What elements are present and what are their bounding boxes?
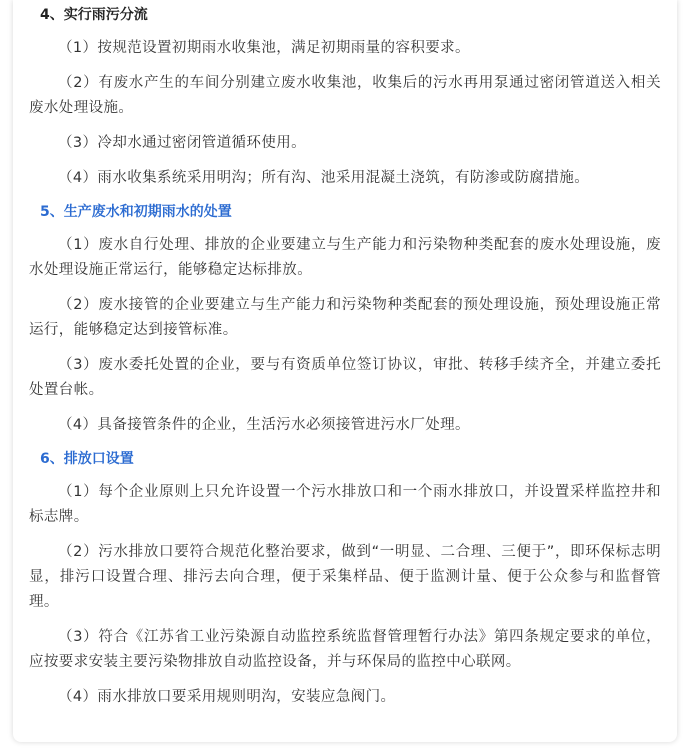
section-4-item-3: （3）冷却水通过密闭管道循环使用。 <box>58 135 307 151</box>
section-5-heading: 5、生产废水和初期雨水的处置 <box>40 204 232 220</box>
section-6-item-3: （3）符合《江苏省工业污染源自动监控系统监督管理暂行办法》第四条规定要求的单位，应按要求安装主要污染物排放自动监控设备，并与环保局的监控中心联网。 <box>29 629 661 670</box>
section-5-item-2: （2）废水接管的企业要建立与生产能力和污染物种类配套的预处理设施，预处理设施正常运行，能够稳定达到接管标准。 <box>29 297 661 338</box>
section-6-item-4: （4）雨水排放口要采用规则明沟，安装应急阀门。 <box>58 689 396 705</box>
section-6-item-1: （1）每个企业原则上只允许设置一个污水排放口和一个雨水排放口，并设置采样监控井和标志牌。 <box>29 484 661 525</box>
section-5-item-1: （1）废水自行处理、排放的企业要建立与生产能力和污染物种类配套的废水处理设施，废水处理设施正常运行，能够稳定达标排放。 <box>29 237 661 278</box>
section-4-heading: 4、实行雨污分流 <box>40 7 148 23</box>
section-4-item-4: （4）雨水收集系统采用明沟；所有沟、池采用混凝土浇筑，有防渗或防腐措施。 <box>58 170 590 186</box>
section-4-item-2: （2）有废水产生的车间分别建立废水收集池，收集后的污水再用泵通过密闭管道送入相关废水处理设施。 <box>29 75 661 116</box>
section-5-item-4: （4）具备接管条件的企业，生活污水必须接管进污水厂处理。 <box>58 417 470 433</box>
article-card <box>13 0 677 742</box>
section-6-heading: 6、排放口设置 <box>40 451 134 467</box>
section-6-item-2: （2）污水排放口要符合规范化整治要求，做到“一明显、二合理、三便于”，即环保标志明显，排污口设置合理、排污去向合理，便于采集样品、便于监测计量、便于公众参与和监督管理。 <box>29 544 661 610</box>
section-5-item-3: （3）废水委托处置的企业，要与有资质单位签订协议，审批、转移手续齐全，并建立委托处置台帐。 <box>29 357 661 398</box>
section-4-item-1: （1）按规范设置初期雨水收集池，满足初期雨量的容积要求。 <box>58 40 470 56</box>
